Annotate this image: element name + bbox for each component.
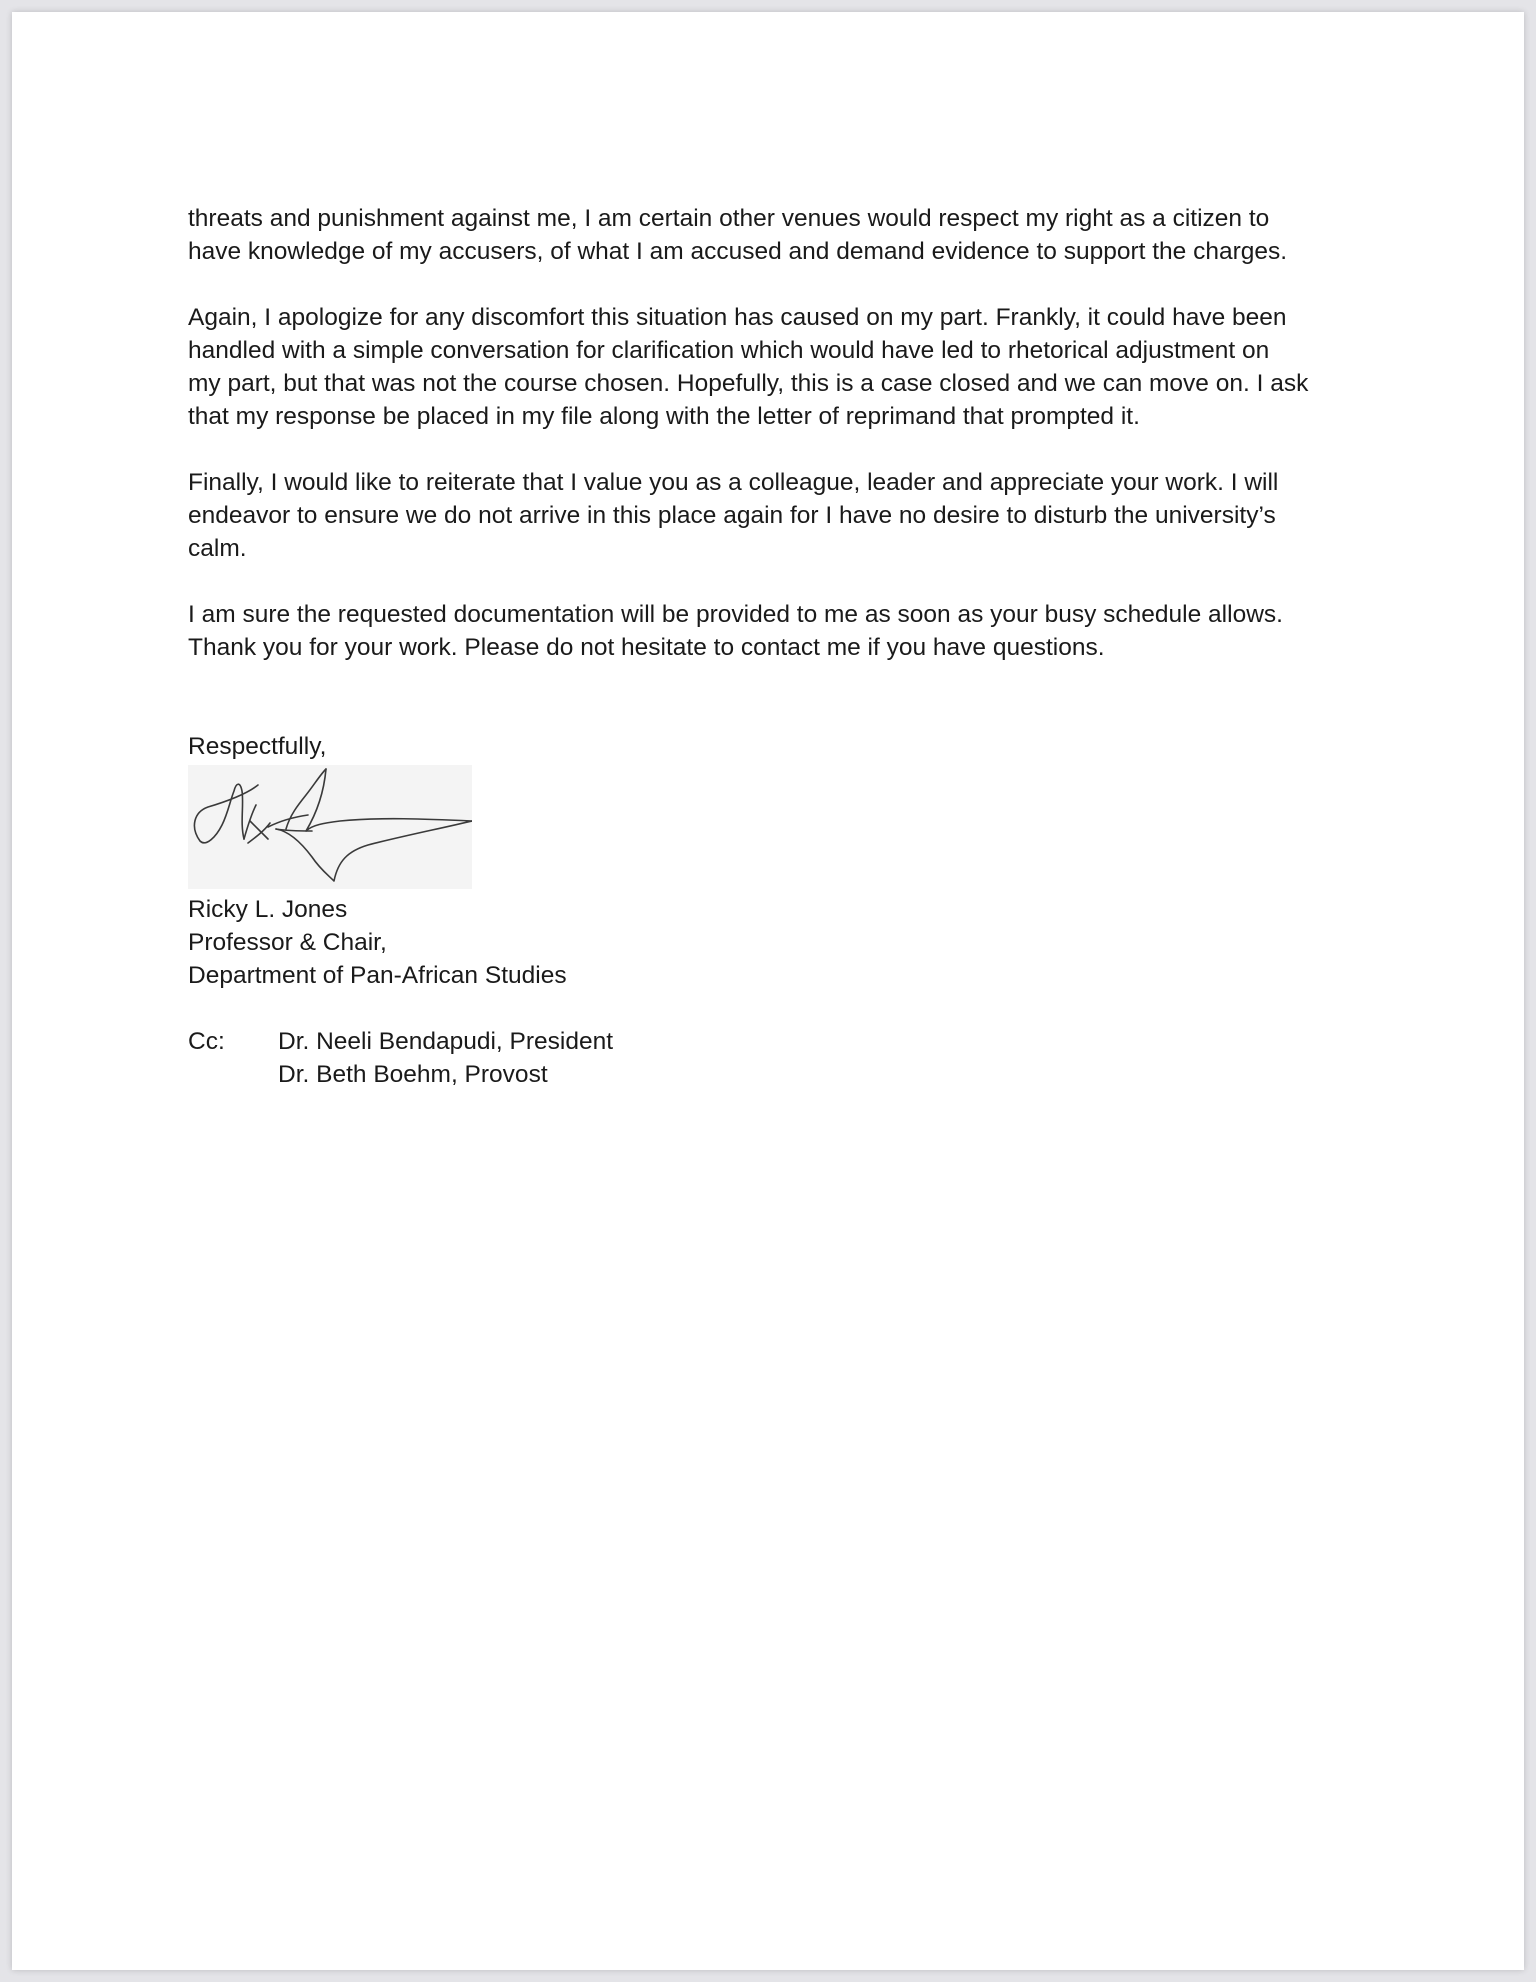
- paragraph-line: my part, but that was not the course chosen. Hopefully, this is a case closed and we can move on. I ask: [188, 370, 1309, 397]
- cc-recipient: Dr. Beth Boehm, Provost: [278, 1061, 548, 1088]
- signer-department: Department of Pan-African Studies: [188, 962, 567, 989]
- paragraph-line: endeavor to ensure we do not arrive in this place again for I have no desire to disturb the university’s: [188, 502, 1276, 529]
- document-page: [12, 12, 1524, 1970]
- cc-label: Cc:: [188, 1028, 225, 1055]
- signature-image: [188, 765, 472, 889]
- letter-body: [188, 202, 1348, 1091]
- paragraph-line: Thank you for your work. Please do not hesitate to contact me if you have questions.: [188, 634, 1105, 661]
- paragraph-line: have knowledge of my accusers, of what I am accused and demand evidence to support the charges.: [188, 238, 1288, 265]
- signer-name: Ricky L. Jones: [188, 896, 348, 923]
- paragraph-4: [188, 598, 1348, 664]
- paragraph-line: threats and punishment against me, I am certain other venues would respect my right as a citizen to: [188, 205, 1270, 232]
- cc-block: [188, 1025, 1348, 1091]
- paragraph-line: calm.: [188, 535, 247, 562]
- paragraph-2: [188, 301, 1348, 433]
- signature-icon: [188, 765, 472, 889]
- paragraph-3: [188, 466, 1348, 565]
- closing-salutation: Respectfully,: [188, 733, 327, 760]
- paragraph-line: handled with a simple conversation for clarification which would have led to rhetorical adjustment on: [188, 337, 1270, 364]
- paragraph-1: [188, 202, 1348, 268]
- paragraph-line: Finally, I would like to reiterate that I value you as a colleague, leader and appreciate your work. I will: [188, 469, 1279, 496]
- paragraph-line: that my response be placed in my file along with the letter of reprimand that prompted it.: [188, 403, 1140, 430]
- paragraph-line: I am sure the requested documentation will be provided to me as soon as your busy schedule allows.: [188, 601, 1283, 628]
- paragraph-line: Again, I apologize for any discomfort this situation has caused on my part. Frankly, it could have been: [188, 304, 1287, 331]
- cc-recipient-list: [278, 1025, 613, 1091]
- signer-title: Professor & Chair,: [188, 929, 387, 956]
- closing-block: [188, 730, 1348, 992]
- cc-recipient: Dr. Neeli Bendapudi, President: [278, 1028, 614, 1055]
